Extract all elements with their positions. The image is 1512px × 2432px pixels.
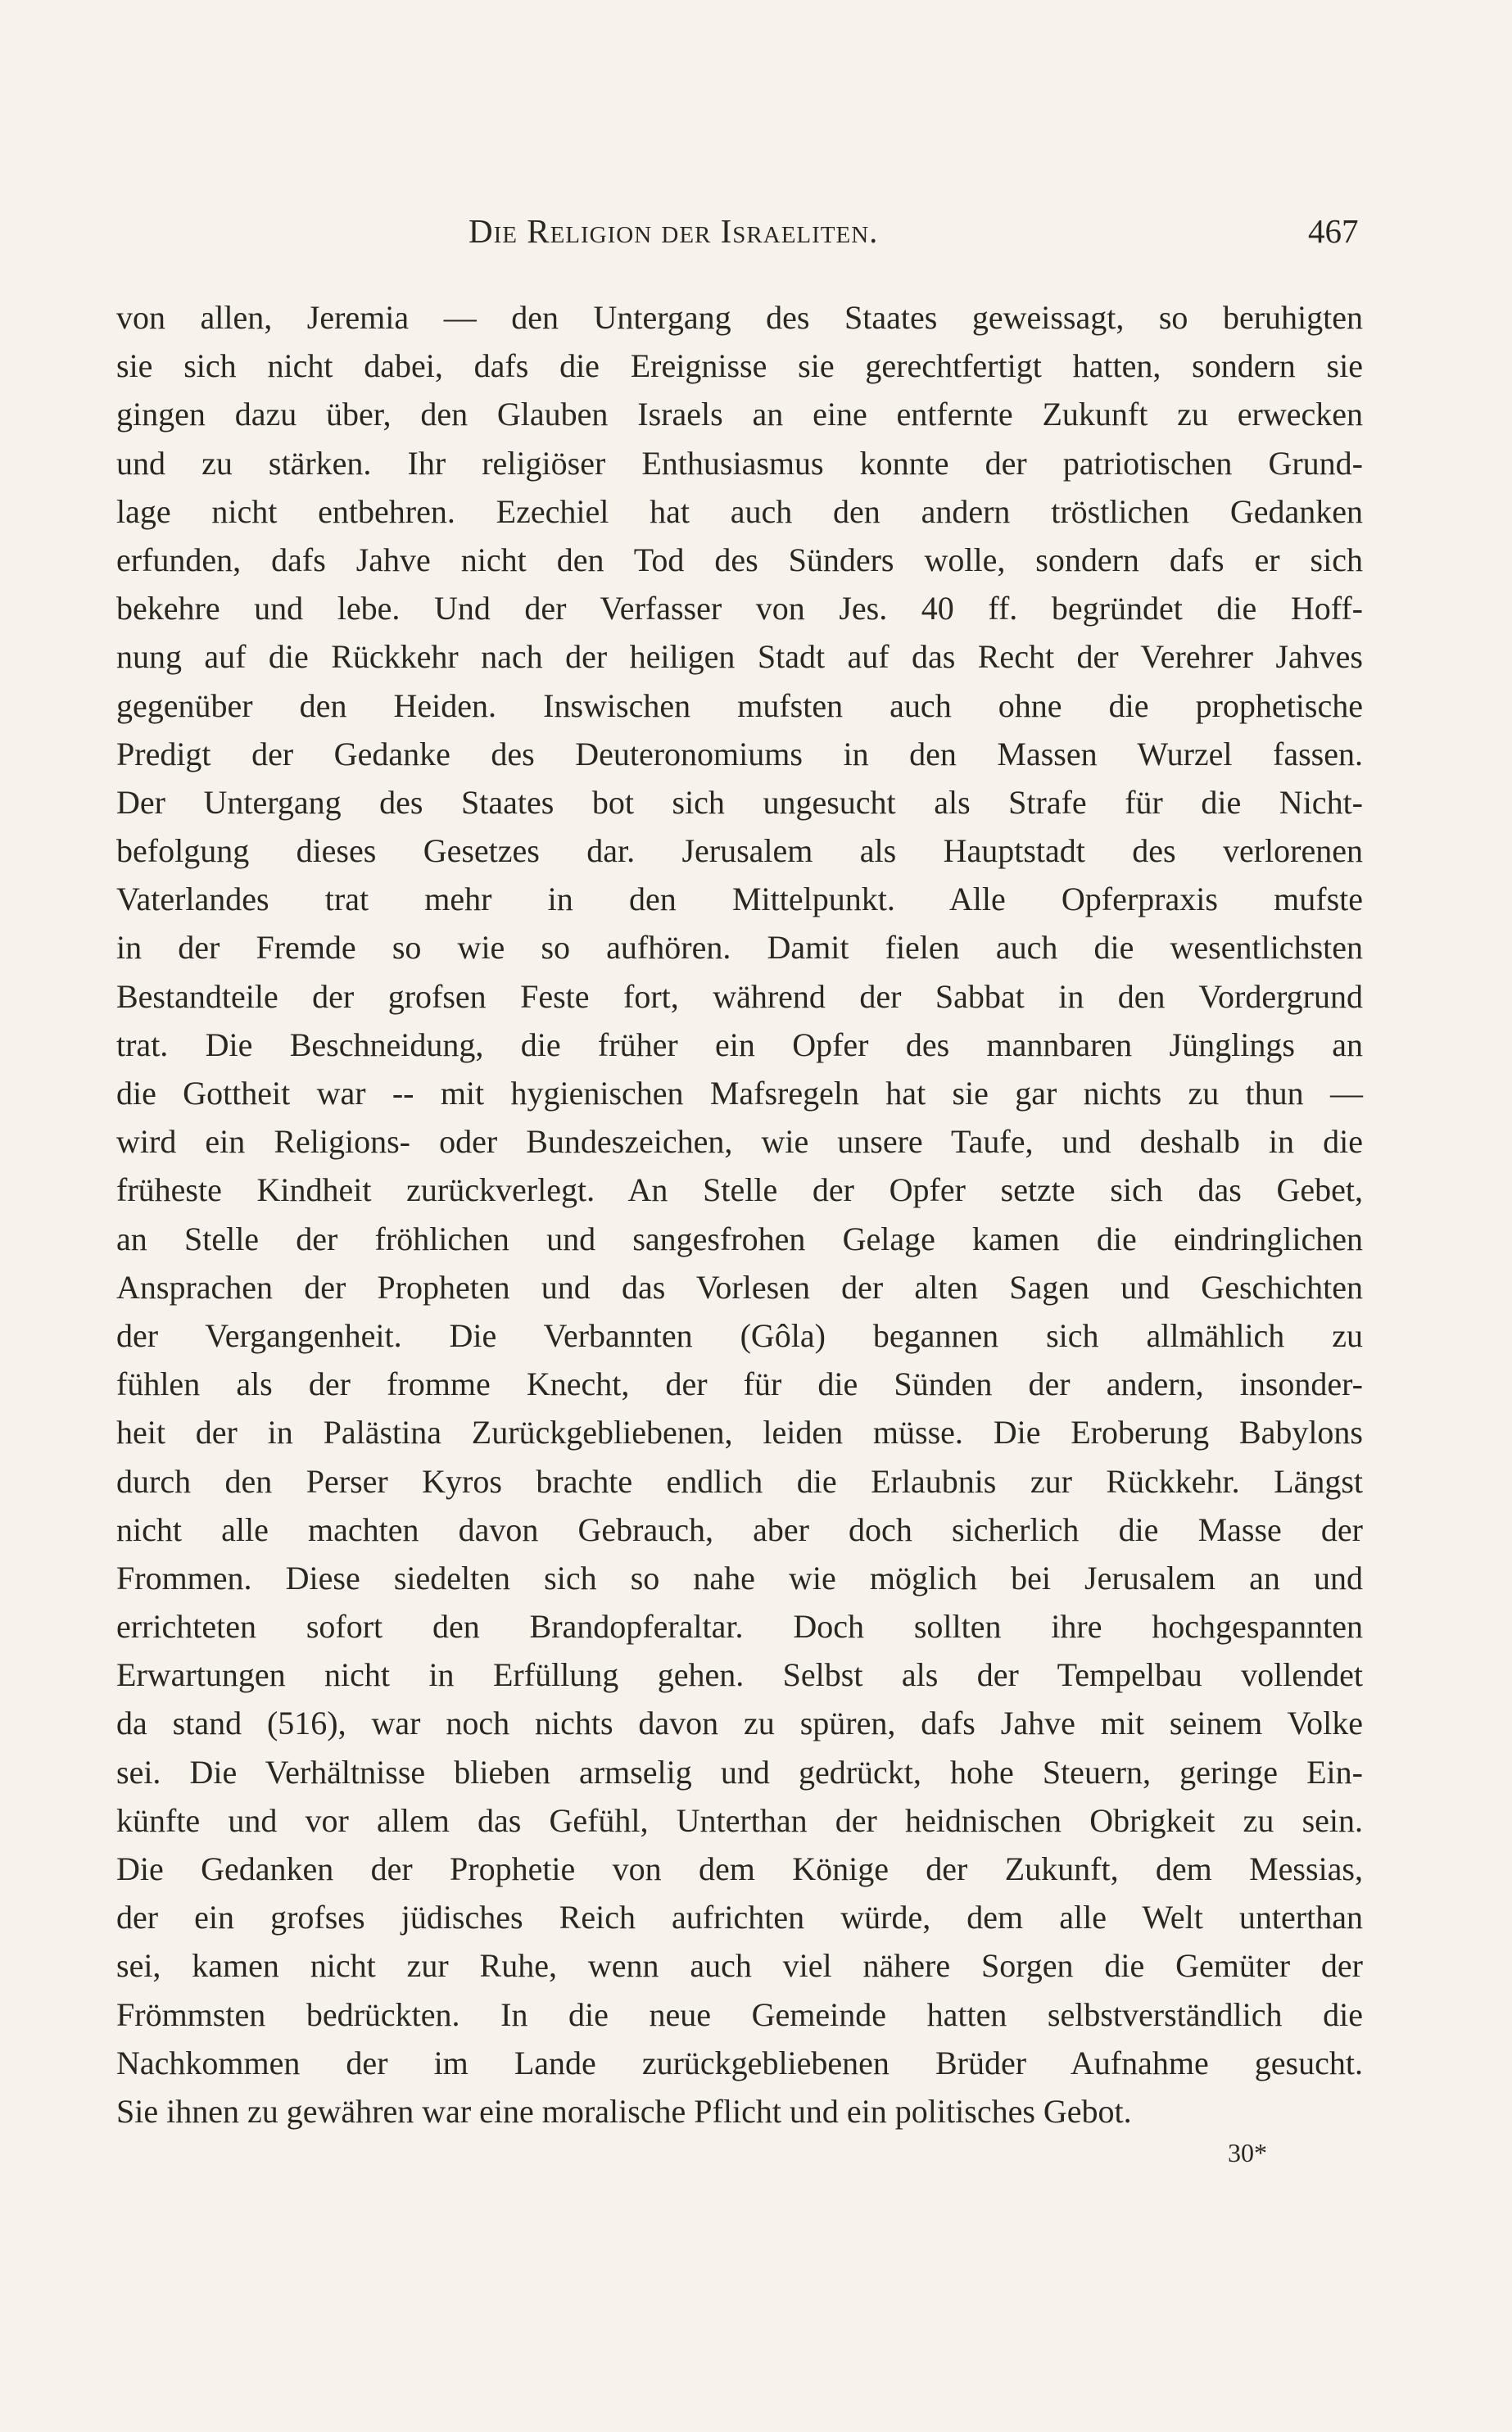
text-line: Sie ihnen zu gewähren war eine moralische Pflicht und ein politisches Gebot.	[116, 2092, 1132, 2130]
text-line: durch den Perser Kyros brachte endlich die Erlaubnis zur Rückkehr. Längst	[116, 1462, 1363, 1500]
text-line: Erwartungen nicht in Erfüllung gehen. Selbst als der Tempelbau vollendet	[116, 1656, 1363, 1694]
text-line: nicht alle machten davon Gebrauch, aber doch sicherlich die Masse der	[116, 1510, 1363, 1548]
text-line: erfunden, dafs Jahve nicht den Tod des Sünders wolle, sondern dafs er sich	[116, 541, 1363, 578]
text-line: trat. Die Beschneidung, die früher ein Opfer des mannbaren Jünglings an	[116, 1026, 1363, 1063]
text-line: Frömmsten bedrückten. In die neue Gemeinde hatten selbstverständlich die	[116, 1995, 1363, 2033]
text-line: gingen dazu über, den Glauben Israels an eine entfernte Zukunft zu erwecken	[116, 396, 1363, 433]
text-line: Ansprachen der Propheten und das Vorlesen der alten Sagen und Geschichten	[116, 1268, 1363, 1306]
text-line: sei. Die Verhältnisse blieben armselig und gedrückt, hohe Steuern, geringe Ein-	[116, 1753, 1363, 1791]
text-line: sie sich nicht dabei, dafs die Ereignisse sie gerechtfertigt hatten, sondern sie	[116, 347, 1363, 385]
text-line: der ein grofses jüdisches Reich aufrichten würde, dem alle Welt unterthan	[116, 1899, 1363, 1936]
text-line: da stand (516), war noch nichts davon zu spüren, dafs Jahve mit seinem Volke	[116, 1705, 1363, 1742]
text-line: früheste Kindheit zurückverlegt. An Stelle der Opfer setzte sich das Gebet,	[116, 1171, 1363, 1209]
text-line: Die Gedanken der Prophetie von dem Könige der Zukunft, dem Messias,	[116, 1850, 1363, 1887]
text-line: sei, kamen nicht zur Ruhe, wenn auch viel nähere Sorgen die Gemüter der	[116, 1947, 1363, 1985]
text-line: künfte und vor allem das Gefühl, Unterthan der heidnischen Obrigkeit zu sein.	[116, 1801, 1363, 1839]
text-line: errichteten sofort den Brandopferaltar. Doch sollten ihre hochgespannten	[116, 1608, 1363, 1646]
body-text	[116, 298, 1363, 2140]
text-line: bekehre und lebe. Und der Verfasser von Jes. 40 ff. begründet die Hoff-	[116, 590, 1363, 627]
text-line: nung auf die Rückkehr nach der heiligen Stadt auf das Recht der Verehrer Jahves	[116, 638, 1363, 676]
text-line: Frommen. Diese siedelten sich so nahe wie möglich bei Jerusalem an und	[116, 1559, 1363, 1596]
page-header	[0, 211, 1512, 260]
text-line: fühlen als der fromme Knecht, der für die Sünden der andern, insonder-	[116, 1365, 1363, 1403]
page-number: 467	[1308, 212, 1359, 250]
text-line: Predigt der Gedanke des Deuteronomiums in den Massen Wurzel fassen.	[116, 735, 1363, 772]
text-line: Der Untergang des Staates bot sich ungesucht als Strafe für die Nicht-	[116, 783, 1363, 821]
text-line: Bestandteile der grofsen Feste fort, während der Sabbat in den Vordergrund	[116, 977, 1363, 1015]
text-line: Vaterlandes trat mehr in den Mittelpunkt. Alle Opferpraxis mufste	[116, 881, 1363, 918]
text-line: die Gottheit war -- mit hygienischen Mafsregeln hat sie gar nichts zu thun —	[116, 1075, 1363, 1112]
text-line: wird ein Religions- oder Bundeszeichen, wie unsere Taufe, und deshalb in die	[116, 1123, 1363, 1161]
text-line: heit der in Palästina Zurückgebliebenen, leiden müsse. Die Eroberung Babylons	[116, 1414, 1363, 1452]
text-line: gegenüber den Heiden. Inswischen mufsten auch ohne die prophetische	[116, 686, 1363, 724]
running-title: Die Religion der Israeliten.	[469, 212, 879, 250]
text-line: der Vergangenheit. Die Verbannten (Gôla) begannen sich allmählich zu	[116, 1316, 1363, 1354]
text-line: Nachkommen der im Lande zurückgebliebenen Brüder Aufnahme gesucht.	[116, 2044, 1363, 2081]
text-line: in der Fremde so wie so aufhören. Damit fielen auch die wesentlichsten	[116, 929, 1363, 967]
text-line: und zu stärken. Ihr religiöser Enthusiasmus konnte der patriotischen Grund-	[116, 444, 1363, 482]
text-line: befolgung dieses Gesetzes dar. Jerusalem als Hauptstadt des verlorenen	[116, 832, 1363, 870]
text-line: lage nicht entbehren. Ezechiel hat auch den andern tröstlichen Gedanken	[116, 492, 1363, 530]
text-line: von allen, Jeremia — den Untergang des Staates geweissagt, so beruhigten	[116, 299, 1363, 336]
text-line: an Stelle der fröhlichen und sangesfrohen Gelage kamen die eindringlichen	[116, 1220, 1363, 1257]
signature-mark: 30*	[1228, 2138, 1267, 2167]
